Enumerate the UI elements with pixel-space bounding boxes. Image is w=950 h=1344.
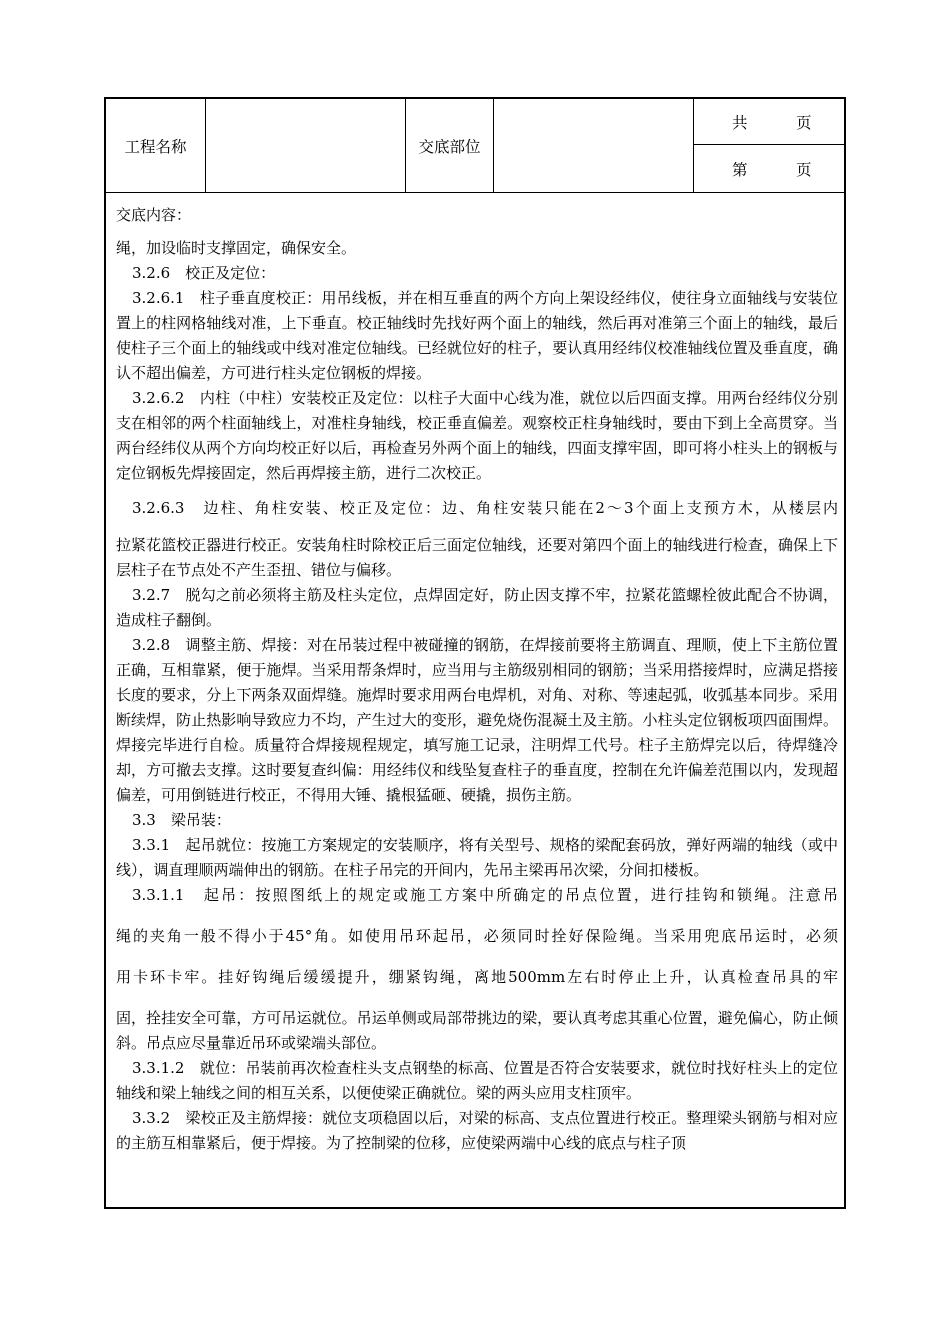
paragraph: 3.3.1.1 起吊：按照图纸上的规定或施工方案中所确定的吊点位置，进行挂钩和锁绳。注意吊	[132, 886, 838, 904]
paragraph: 3.3.2 梁校正及主筋焊接：就位支项稳固以后，对梁的标高、支点位置进行校正。整理梁头钢筋与相对应的主筋互相靠紧后，便于焊接。为了控制梁的位移，应使梁两端中心线的底点与柱子顶	[116, 1109, 838, 1152]
paragraph: 3.3 梁吊装：	[132, 811, 231, 829]
disclosure-form	[104, 97, 846, 1209]
paragraph: 3.2.6 校正及定位：	[132, 264, 276, 282]
paragraph: 3.2.8 调整主筋、焊接：对在吊装过程中被碰撞的钢筋，在焊接前要将主筋调直、理顺，使上下主筋位置正确，互相靠紧，便于施焊。当采用帮条焊时，应当用与主筋级别相同的钢筋；当采用搭接焊时，应满足搭接长度的要求，分上下两条双面焊缝。施焊时要求用两台电焊机，对角、对称、等速起弧，收弧基本同步。采用断续焊，防止热影响导致应力不均，产生过大的变形，避免烧伤混凝土及主筋。小柱头定位钢板项四面围焊。焊接完毕进行自检。质量符合焊接规程规定，填写施工记录，注明焊工代号。柱子主筋焊完以后，待焊缝冷却，方可撤去支撑。这时要复查纠偏：用经纬仪和线坠复查柱子的垂直度，控制在允许偏差范围以内，发现超偏差，可用倒链进行校正，不得用大锤、撬根猛砸、硬撬，损伤主筋。	[116, 636, 838, 804]
project-name-label: 工程名称	[106, 99, 206, 192]
location-field[interactable]	[494, 99, 694, 192]
paragraph: 3.2.6.1 柱子垂直度校正：用吊线板，并在相互垂直的两个方向上架设经纬仪，使往身立面轴线与安装位置上的柱网格轴线对准，上下垂直。校正轴线时先找好两个面上的轴线，然后再对准第三个面上的轴线，最后使柱子三个面上的轴线或中线对准定位轴线。已经就位好的柱子，要认真用经纬仪校准轴线位置及垂直度，确认不超出偏差，方可进行柱头定位钢板的焊接。	[116, 289, 838, 382]
paragraph: 用卡环卡牢。挂好钩绳后缓缓提升，绷紧钩绳，离地500mm左右时停止上升，认真检查吊具的牢	[116, 968, 838, 986]
paragraph: 3.3.1.2 就位：吊装前再次检查柱头支点钢垫的标高、位置是否符合安装要求，就位时找好柱头上的定位轴线和梁上轴线之间的相互关系，以便使梁正确就位。梁的两头应用支柱顶牢。	[116, 1059, 838, 1102]
content-label: 交底内容：	[116, 206, 192, 224]
paragraph: 绳，加设临时支撑固定，确保安全。	[116, 239, 357, 257]
paragraph: 3.2.6.2 内柱（中柱）安装校正及定位：以柱子大面中心线为准，就位以后四面支撑。用两台经纬仪分别支在相邻的两个柱面轴线上，对准柱身轴线，校正垂直偏差。观察校正柱身轴线时，要由下到上全高贯穿。当两台经纬仪从两个方向均校正好以后，再检查另外两个面上的轴线，四面支撑牢固，即可将小柱头上的钢板与定位钢板先焊接固定，然后再焊接主筋，进行二次校正。	[116, 389, 838, 482]
form-header	[106, 99, 844, 193]
total-pages-suffix: 页	[796, 113, 812, 132]
paragraph: 固，拴挂安全可靠，方可吊运就位。吊运单侧或局部带挑边的梁，要认真考虑其重心位置，避免偏心，防止倾斜。吊点应尽量靠近吊环或梁端头部位。	[116, 1009, 838, 1052]
total-pages-prefix: 共	[732, 113, 748, 132]
current-page-suffix: 页	[796, 161, 812, 179]
paragraph: 3.2.7 脱勾之前必须将主筋及柱头定位，点焊固定好，防止因支撑不牢，拉紧花篮螺栓彼此配合不协调，造成柱子翻倒。	[116, 586, 838, 629]
project-name-field[interactable]	[206, 99, 406, 192]
current-page-prefix: 第	[732, 161, 748, 179]
current-page-cell	[694, 146, 844, 192]
paragraph: 3.2.6.3 边柱、角柱安装、校正及定位：边、角柱安装只能在2～3个面上支预方木，从楼层内	[132, 499, 838, 517]
disclosure-content	[116, 199, 838, 1156]
paragraph: 拉紧花篮校正器进行校正。安装角柱时除校正后三面定位轴线，还要对第四个面上的轴线进行检查，确保上下层柱子在节点处不产生歪扭、错位与偏移。	[116, 536, 838, 579]
total-pages-cell	[694, 99, 844, 145]
location-label: 交底部位	[406, 99, 494, 192]
paragraph: 3.3.1 起吊就位：按施工方案规定的安装顺序，将有关型号、规格的梁配套码放，弹好两端的轴线（或中线），调直理顺两端伸出的钢筋。在柱子吊完的开间内，先吊主梁再吊次梁，分间扣楼板。	[116, 836, 838, 879]
paragraph: 绳的夹角一般不得小于45°角。如使用吊环起吊，必须同时拴好保险绳。当采用兜底吊运时，必须	[116, 927, 838, 945]
